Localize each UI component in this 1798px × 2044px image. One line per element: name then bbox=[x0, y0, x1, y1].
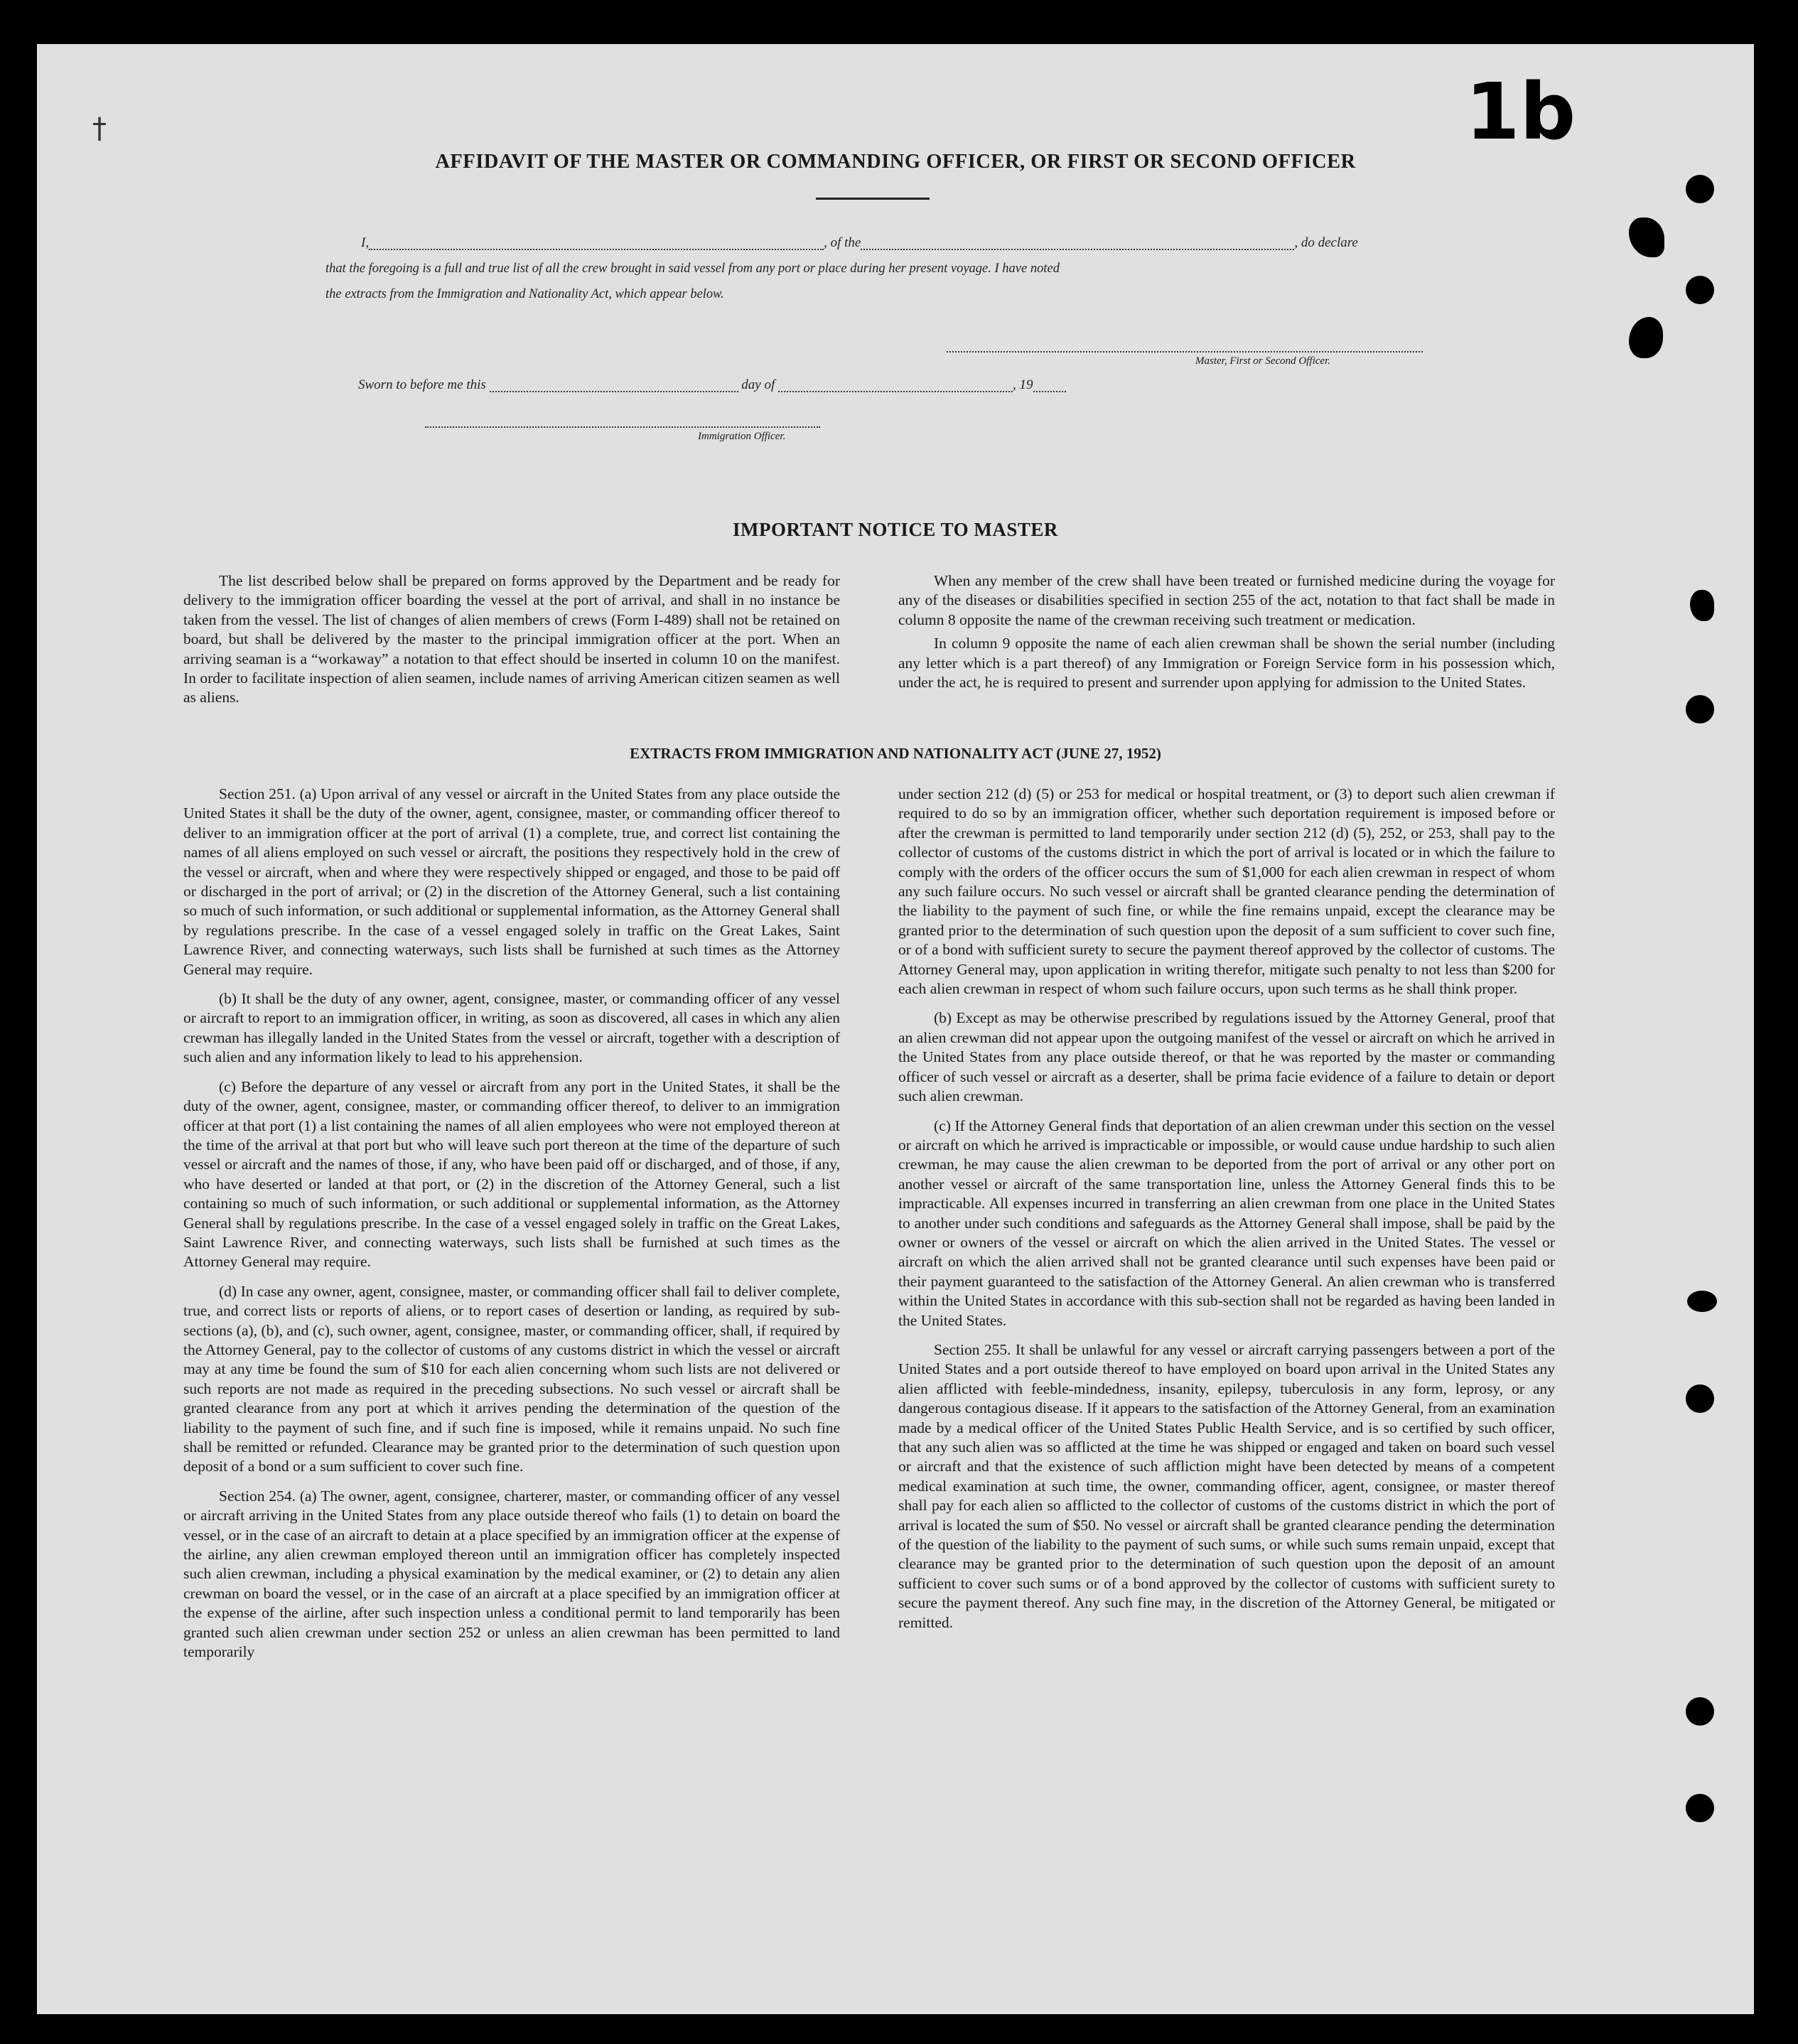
notice-right-paragraph-1: When any member of the crew shall have been treated or furnished medicine during the voyage for any of the diseases or disabilities specified in section 255 of the act, notation to that fact shall be made in column 8 opposite the name of the crewman receiving such treatment or medication. bbox=[898, 572, 1555, 628]
handwritten-mark: 1b bbox=[1465, 66, 1576, 157]
name-blank[interactable] bbox=[369, 237, 824, 250]
title-underline bbox=[816, 198, 930, 200]
ink-blot bbox=[1629, 317, 1663, 358]
notice-right-column bbox=[898, 571, 1555, 702]
section-254b: (b) Except as may be otherwise prescribed by regulations issued by the Attorney General, proof that an alien crewman did not appear upon the outgoing manifest of the vessel or aircraft on which he arrived in the United States from any place outside thereof, or that he was reported by the master or commanding officer of such vessel or aircraft as a deserter, shall be prima facie evidence of a failure to detain or deport such alien crewman. bbox=[898, 1009, 1555, 1105]
notice-left-paragraph: The list described below shall be prepared on forms approved by the Department and be ready for delivery to the immigration officer boarding the vessel at the port of arrival, and shall in no instance be taken from the vessel. The list of changes of alien members of crews (Form I-489) shall not be retained on board, but shall be delivered by the master to the principal immigration officer at the port. When an arriving seaman is a “workaway” a notation to that effect should be inserted in column 10 on the manifest. In order to facilitate inspection of alien seamen, include names of arriving American citizen seamen as well as aliens. bbox=[183, 572, 840, 706]
punch-hole bbox=[1686, 276, 1714, 304]
extracts-left-column bbox=[183, 785, 840, 1672]
section-254a: Section 254. (a) The owner, agent, consignee, charterer, master, or commanding officer of any vessel or aircraft arriving in the United States from any place outside thereof who fails (1) to detain on board the vessel, or in the case of an aircraft to detain at a place specified by an immigration officer at the expense of the airline, any alien crewman employed thereon until an immigration officer has completely inspected such alien crewman, including a physical examination by the medical examiner, or (2) to detain any alien crewman on board the vessel, or in the case of an aircraft at a place specified by an immigration officer at the expense of the airline, after such inspection unless a conditional permit to land temporarily has been granted such alien crewman under section 252 or unless an alien crewman has been permitted to land temporarily bbox=[183, 1487, 840, 1661]
declaration-line-3: the extracts from the Immigration and Nationality Act, which appear below. bbox=[325, 287, 724, 301]
punch-hole bbox=[1686, 1384, 1714, 1413]
affidavit-title: AFFIDAVIT OF THE MASTER OR COMMANDING OFFICER, OR FIRST OR SECOND OFFICER bbox=[435, 151, 1356, 173]
master-signature-label: Master, First or Second Officer. bbox=[1195, 355, 1330, 367]
punch-hole bbox=[1686, 175, 1714, 203]
extracts-right-column bbox=[898, 785, 1555, 1642]
vessel-blank[interactable] bbox=[861, 237, 1294, 250]
immigration-officer-label: Immigration Officer. bbox=[698, 431, 786, 442]
extracts-title: EXTRACTS FROM IMMIGRATION AND NATIONALITY ACT (JUNE 27, 1952) bbox=[630, 745, 1161, 762]
section-255: Section 255. It shall be unlawful for any vessel or aircraft carrying passengers between a port of the United States and a port outside thereof to have employed on board upon arrival in the United States any alien afflicted with feeble-mindedness, insanity, epilepsy, tuberculosis in any form, leprosy, or any dangerous contagious disease. If it appears to the satisfaction of the Attorney General, from an examination made by a medical officer of the United States Public Health Service, and is so certified by such officer, that any such alien was so afflicted at the time he was shipped or engaged and taken on board such vessel or aircraft and that the existence of such affliction might have been detected by means of a competent medical examination at such time, the owner, commanding officer, agent, consignee, or master thereof shall pay for each alien so afflicted to the collector of customs of the customs district in which the port of arrival is located the sum of $50. No vessel or aircraft shall be granted clearance pending the determination of the question of the liability to the payment of such sums, or while such sums remain unpaid, except that clearance may be granted prior to the determination of such question upon the deposit of an amount sufficient to cover such sums or of a bond approved by the collector of customs with sufficient surety to secure the payment thereof. Any such fine may, in the discretion of the Attorney General, be mitigated or remitted. bbox=[898, 1340, 1555, 1631]
immigration-officer-signature-line[interactable] bbox=[425, 426, 820, 428]
ink-blot bbox=[1687, 1291, 1717, 1312]
declaration-line-1: I, , of the , do declare bbox=[361, 235, 1358, 250]
sworn-year-blank[interactable] bbox=[1033, 380, 1066, 392]
sworn-day-blank[interactable] bbox=[490, 380, 738, 392]
section-251b: (b) It shall be the duty of any owner, agent, consignee, master, or commanding officer of any vessel or aircraft to report to an immigration officer, in writing, as soon as discovered, all cases in which any alien crewman has illegally landed in the United States from the vessel or aircraft, together with a description of such alien and any information likely to lead to his apprehension. bbox=[183, 990, 840, 1066]
section-254a-continued: under section 212 (d) (5) or 253 for medical or hospital treatment, or (3) to deport such alien crewman if required to do so by an immigration officer, whether such deportation requirement is imposed before or after the crewman is permitted to land temporarily under section 212 (d) (5), 252, or 253, shall pay to the collector of customs of the customs district in which the port of arrival is located or in which the failure to comply with the orders of the officer occurs the sum of $1,000 for each alien crewman in respect of whom any such failure occurs. No such vessel or aircraft shall be granted clearance pending the determination of the liability to the payment of such fine, or while the fine remains unpaid, except the clearance may be granted prior to the determination of such question upon the deposit of a sum sufficient to cover such fine, or of a bond with sufficient surety to secure the payment thereof approved by the collector of customs. The Attorney General may, upon application in writing therefor, mitigate such penalty to not less than $200 for each alien crewman in respect of whom such failure occurs, upon such terms as he shall think proper. bbox=[898, 785, 1555, 998]
sworn-line: Sworn to before me this day of , 19 bbox=[358, 372, 1211, 398]
section-251c: (c) Before the departure of any vessel or aircraft from any port in the United States, it shall be the duty of the owner, agent, consignee, master, or commanding officer thereof, to deliver to an immigration officer at that port (1) a list containing the names of all alien employees who were not employed thereon at the time of the arrival at that port but who will leave such port thereon at the time of the departure of such vessel or aircraft and the names of those, if any, who have been paid off or discharged, and of those, if any, who have deserted or landed at that port, or (2) in the discretion of the Attorney General, such a list containing so much of such information, or such additional or supplemental information, as the Attorney General shall by regulations prescribe. In the case of a vessel engaged solely in traffic on the Great Lakes, Saint Lawrence River, and connecting waterways, such lists shall be furnished at such times as the Attorney General may require. bbox=[183, 1077, 840, 1271]
document-sheet bbox=[37, 44, 1754, 2014]
sworn-month-blank[interactable] bbox=[778, 380, 1013, 392]
punch-hole bbox=[1686, 1794, 1714, 1822]
punch-hole bbox=[1686, 695, 1714, 724]
section-251d: (d) In case any owner, agent, consignee, master, or commanding officer shall fail to deliver complete, true, and correct lists or reports of aliens, or to report cases of desertion or landing, as required by sub-sections (a), (b), and (c), such owner, agent, consignee, master, or commanding officer, shall, if required by the Attorney General, pay to the collector of customs of any customs district in which the vessel or aircraft may at any time be found the sum of $10 for each alien concerning whom such lists are not delivered or such reports are not made as required in the preceding subsections. No such vessel or aircraft shall be granted clearance from any port at which it arrives pending the determination of the question of the liability to the payment of such fine, and if such fine is imposed, while it remains unpaid. No such fine shall be remitted or refunded. Clearance may be granted prior to the determination of such question upon deposit of a bond or a sum sufficient to cover such fine. bbox=[183, 1282, 840, 1475]
margin-scribble: † bbox=[92, 112, 107, 145]
notice-right-paragraph-2: In column 9 opposite the name of each alien crewman shall be shown the serial number (including any letter which is a part thereof) of any Immigration or Foreign Service form in his possession which, under the act, he is required to present and surrender upon applying for admission to the United States. bbox=[898, 635, 1555, 692]
notice-left-column bbox=[183, 571, 840, 718]
ink-blot bbox=[1629, 217, 1664, 257]
section-251a: Section 251. (a) Upon arrival of any vessel or aircraft in the United States from any place outside the United States it shall be the duty of the owner, agent, consignee, master, or commanding officer thereof to deliver to an immigration officer at the port of arrival (1) a complete, true, and correct list containing the names of all aliens employed on such vessel or aircraft, the positions they respectively hold in the crew of the vessel or aircraft, when and where they were respectively shipped or engaged, and those to be paid off or discharged in the port of arrival; or (2) in the discretion of the Attorney General, such a list containing so much of such information, or such additional or supplemental information, as the Attorney General shall by regulations prescribe. In the case of a vessel engaged solely in traffic on the Great Lakes, Saint Lawrence River, and connecting waterways, such lists shall be furnished at such times as the Attorney General may require. bbox=[183, 785, 840, 978]
ink-blot bbox=[1690, 590, 1714, 621]
section-254c: (c) If the Attorney General finds that deportation of an alien crewman under this section on the vessel or aircraft on which he arrived is impracticable or impossible, or would cause undue hardship to such alien crewman, he may cause the alien crewman to be deported from the port of arrival or any other port on another vessel or aircraft of the same transportation line, unless the Attorney General finds this to be impracticable. All expenses incurred in transferring an alien crewman from one place in the United States to another under such conditions and safeguards as the Attorney General shall impose, shall be paid by the owner or owners of the vessel or aircraft on which the alien arrived in the United States. The vessel or aircraft on which the alien arrived shall not be granted clearance until such expenses have been paid or their payment guaranteed to the satisfaction of the Attorney General. An alien crewman who is transferred within the United States in accordance with this sub-section shall not be regarded as having been landed in the United States. bbox=[898, 1117, 1555, 1329]
declaration-line-2: that the foregoing is a full and true list of all the crew brought in said vessel from any port or place during her present voyage. I have noted bbox=[325, 262, 1060, 276]
notice-title: IMPORTANT NOTICE TO MASTER bbox=[733, 519, 1058, 540]
punch-hole bbox=[1686, 1697, 1714, 1726]
master-signature-line[interactable] bbox=[947, 351, 1423, 353]
